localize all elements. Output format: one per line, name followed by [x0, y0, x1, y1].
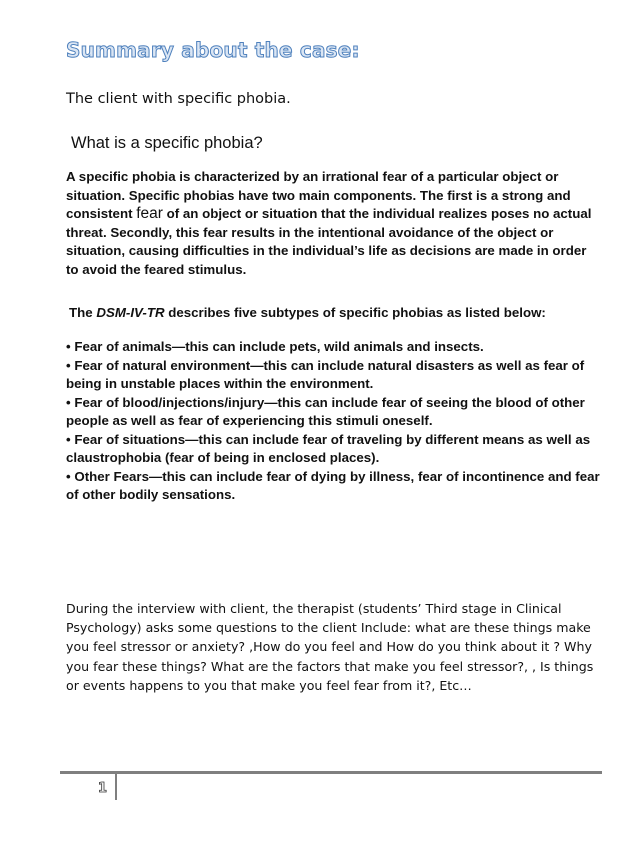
interview-paragraph: During the interview with client, the therapist (students’ Third stage in Clinical Psychology) asks some questions to the client Include: what are these things make you feel stressor or anxiety? ,How do you feel and How do you think about it ? Why you fear these things? What are the factors that make you feel stressor?, , Is things or events happens to you that make you feel fear from it?, Etc… — [66, 601, 594, 693]
list-item: • Fear of situations—this can include fear of traveling by different means as well as claustrophobia (fear of being in enclosed places). — [66, 431, 591, 465]
section-question: What is a specific phobia? — [71, 134, 263, 152]
page-number: 1 — [98, 781, 108, 796]
page-heading: Summary about the case: — [66, 38, 360, 62]
definition-paragraph — [66, 168, 602, 279]
footer-divider — [115, 774, 117, 800]
definition-part-1: A specific phobia is characterized by an irrational fear of a particular object or situation. Specific phobias have two main components. The first is a strong and consistent — [66, 169, 571, 221]
definition-part-2: of an object or situation that the individual realizes poses no actual threat. Secondly, this fear results in the intentional avoidance of the object or situation, causing difficulties in the individual’s life as decisions are made in order to avoid the feared stimulus. — [66, 206, 592, 277]
dsm-title: DSM-IV-TR — [96, 305, 165, 320]
subtype-list — [66, 338, 602, 505]
list-item: • Other Fears—this can include fear of dying by illness, fear of incontinence and fear of other bodily sensations. — [66, 468, 600, 502]
client-line: The client with specific phobia. — [66, 91, 291, 107]
list-item: • Fear of natural environment—this can include natural disasters as well as fear of being in unstable places within the environment. — [66, 357, 585, 391]
dsm-suffix: describes five subtypes of specific phobias as listed below: — [164, 305, 546, 320]
dsm-prefix: The — [69, 305, 97, 320]
footer-rule — [60, 771, 602, 774]
list-item: • Fear of animals—this can include pets, wild animals and insects. — [66, 339, 484, 354]
dsm-intro — [69, 305, 546, 320]
definition-fear-word: fear — [136, 205, 163, 222]
list-item: • Fear of blood/injections/injury—this can include fear of seeing the blood of other people as well as fear of experiencing this stimuli oneself. — [66, 394, 585, 428]
